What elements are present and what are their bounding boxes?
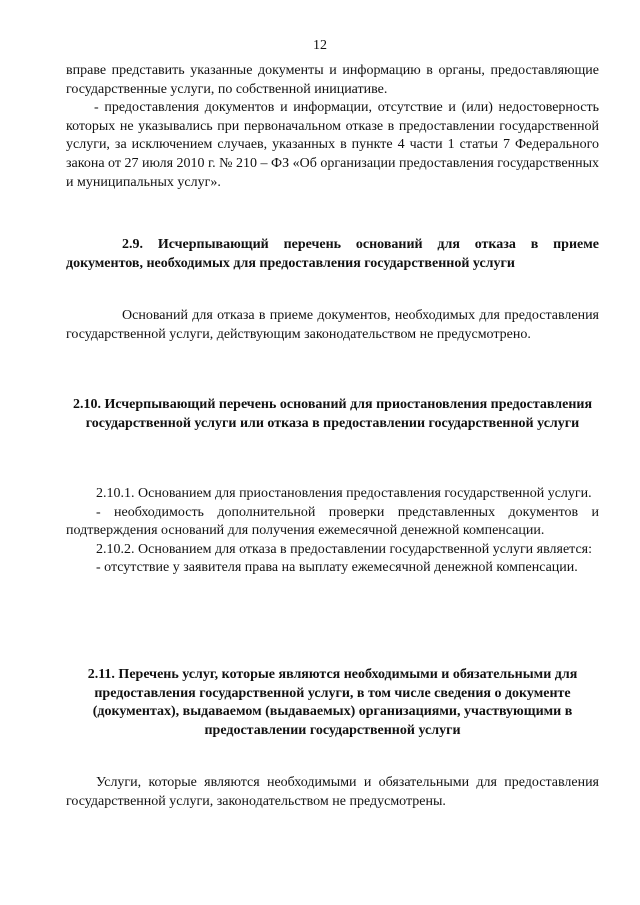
section-2-9-body: Оснований для отказа в приеме документов, необходимых для предоставления государственной услуги, действующим законодательством не предусмотрено. (66, 308, 599, 342)
intro-paragraph-1: вправе представить указанные документы и информацию в органы, предоставляющие государственные услуги, по собственной инициативе. (66, 63, 599, 97)
section-2-10-paragraph-2: - необходимость дополнительной проверки представленных документов и подтверждения оснований для получения ежемесячной денежной компенсации. (66, 504, 599, 539)
section-2-9-body-block (66, 307, 599, 344)
section-2-10-heading-block (66, 396, 599, 433)
section-2-10-body-block (66, 485, 599, 578)
page-number: 12 (313, 38, 327, 53)
section-2-11-body: Услуги, которые являются необходимыми и обязательными для предоставления государственной услуги, законодательством не предусмотрены. (66, 775, 599, 809)
section-2-10-paragraph-3: 2.10.2. Основанием для отказа в предоставлении государственной услуги является: (96, 541, 593, 557)
section-2-11-heading-block (66, 666, 599, 740)
intro-block (66, 62, 599, 192)
section-2-9-heading: 2.9. Исчерпывающий перечень оснований для отказа в приеме документов, необходимых для предоставления государственной услуги (66, 237, 599, 271)
intro-paragraph-2: - предоставления документов и информации, отсутствие и (или) недостоверность которых не указывались при первоначальном отказе в предоставлении государственной услуги, за исключением случаев, указанных в пункте 4 части 1 статьи 7 Федерального закона от 27 июля 2010 г. № 210 – ФЗ «Об организации предоставления государственных и муниципальных услуг». (66, 100, 599, 190)
section-2-10-paragraph-1: 2.10.1. Основанием для приостановления предоставления государственной услуги. (96, 486, 592, 501)
section-2-10-paragraph-4: - отсутствие у заявителя права на выплату ежемесячной денежной компенсации. (96, 560, 578, 576)
section-2-10-heading: 2.10. Исчерпывающий перечень оснований для приостановления предоставления государственной услуги или отказа в предоставлении государственной услуги (72, 397, 593, 431)
section-2-11-heading: 2.11. Перечень услуг, которые являются необходимыми и обязательными для предоставления государственной услуги, в том числе сведения о документе (документах), выдаваемом (выдаваемых) организациями, участвующими в предоставлении государственной услуги (87, 667, 578, 738)
section-2-9-heading-block (66, 236, 599, 273)
section-2-11-body-block (66, 774, 599, 811)
